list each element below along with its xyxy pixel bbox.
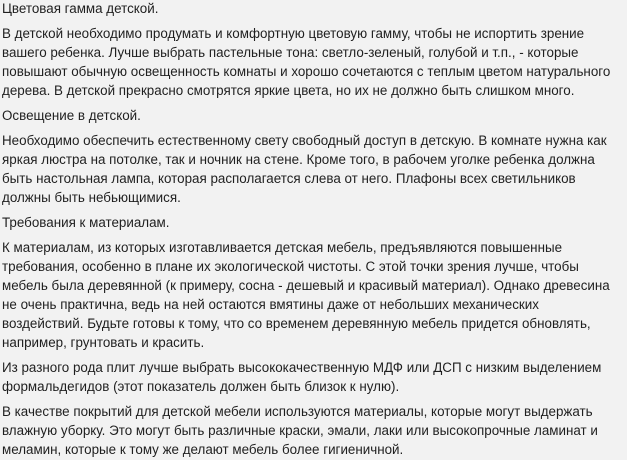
paragraph-materials: К материалам, из которых изготавливается детская мебель, предъявляются повышенные требования, особенно в плане их экологической чистоты. С этой точки зрения лучше, чтобы мебель была деревянной (к примеру, сосна - дешевый и красивый материал). Однако древесина не очень практична, ведь на ней остаются вмятины даже от небольших механических воздействий. Будьте готовы к тому, что со временем деревянную мебель придется обновлять, например, грунтовать и красить. [2,240,610,350]
heading-lighting: Освещение в детской. [2,108,141,123]
paragraph-lighting: Необходимо обеспечить естественному свету свободный доступ в детскую. В комнате нужна как яркая люстра на потолке, так и ночник на стене. Кроме того, в рабочем уголке ребенка должна быть настольная лампа, которая располагается слева от него. Плафоны всех светильников должны быть небьющимися. [2,133,607,205]
paragraph-color-scheme: В детской необходимо продумать и комфортную цветовую гамму, чтобы не испортить зрение вашего ребенка. Лучше выбрать пастельные тона: светло-зеленый, голубой и т.п., - которые повышают обычную освещенность комнаты и хорошо сочетаются с теплым цветом натурального дерева. В детской прекрасно смотрятся яркие цвета, но их не должно быть слишком много. [2,26,611,98]
heading-color-scheme: Цветовая гамма детской. [2,1,159,16]
paragraph-coatings: В качестве покрытий для детской мебели используются материалы, которые могут выдержать влажную уборку. Это могут быть различные краски, эмали, лаки или высокопрочные ламинат и меламин, которые к тому же делают мебель более гигиеничной. [2,404,598,457]
heading-materials: Требования к материалам. [2,215,170,230]
paragraph-boards: Из разного рода плит лучше выбрать высококачественную МДФ или ДСП с низким выделением формальдегидов (этот показатель должен быть близок к нулю). [2,360,602,394]
